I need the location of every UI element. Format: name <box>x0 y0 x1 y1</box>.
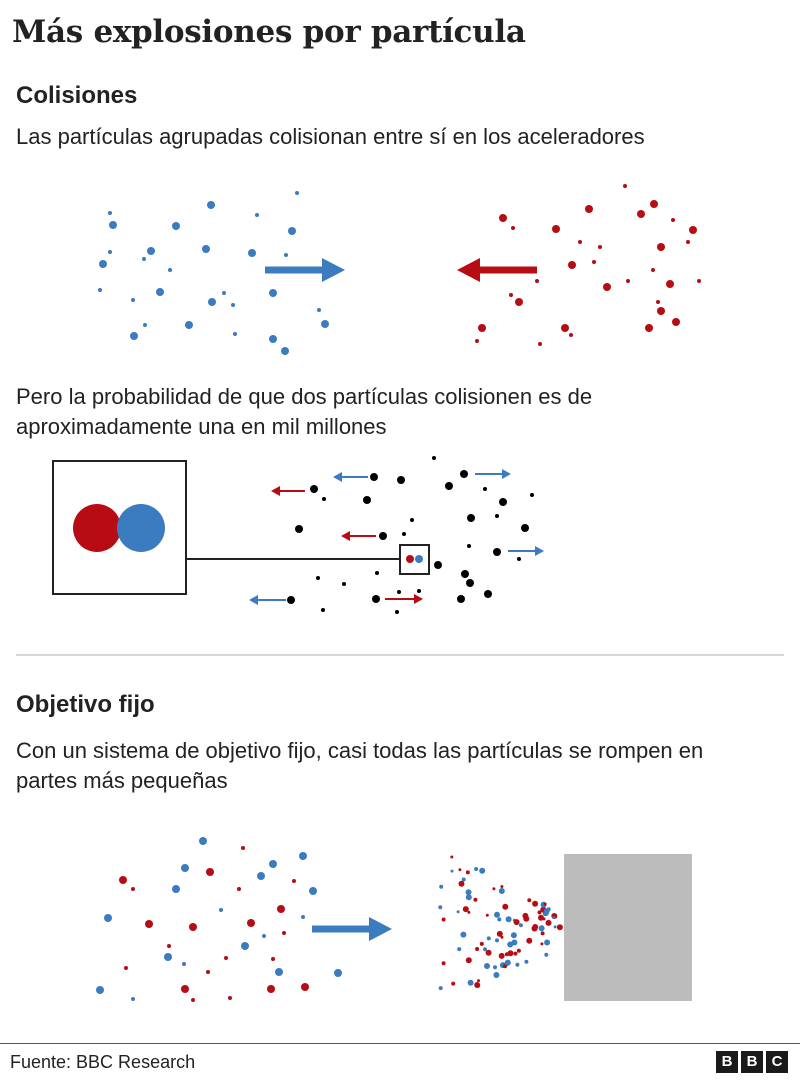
particle-dot <box>301 915 305 919</box>
particle-dot <box>523 916 529 922</box>
particle-dot <box>475 947 479 951</box>
particle-dot <box>397 476 405 484</box>
particle-dot <box>262 934 266 938</box>
particle-dot <box>515 298 523 306</box>
particle-dot <box>119 876 127 884</box>
particle-dot <box>241 846 245 850</box>
particle-dot <box>181 864 189 872</box>
particle-dot <box>284 253 288 257</box>
particle-dot <box>207 201 215 209</box>
collisions-description: Las partículas agrupadas colisionan entre sí en los aceleradores <box>16 124 645 149</box>
particle-dot <box>131 997 135 1001</box>
particle-dot <box>442 918 446 922</box>
particle-dot <box>467 911 470 914</box>
particle-dot <box>370 473 378 481</box>
particle-dot <box>543 917 546 920</box>
particle-dot <box>484 590 492 598</box>
blue-particle-zoomed <box>117 504 165 552</box>
particle-dot <box>104 914 112 922</box>
particle-dot <box>514 919 520 925</box>
particle-dot <box>222 291 226 295</box>
particle-dot <box>585 205 593 213</box>
particle-dot <box>475 339 479 343</box>
particle-dot <box>372 595 380 603</box>
particle-dot <box>544 903 547 906</box>
particle-dot <box>467 544 471 548</box>
particle-dot <box>466 579 474 587</box>
particle-dot <box>603 283 611 291</box>
particle-dot <box>511 226 515 230</box>
particle-dot <box>442 961 446 965</box>
particle-dot <box>450 856 453 859</box>
direction-arrows <box>249 469 544 605</box>
particle-dot <box>309 887 317 895</box>
red-particle-bunch <box>475 184 701 346</box>
particle-dot <box>287 596 295 604</box>
particle-dot <box>269 335 277 343</box>
particle-dot <box>552 916 555 919</box>
particle-dot <box>499 953 505 959</box>
particle-dot <box>552 225 560 233</box>
small-left-arrow-icon <box>341 531 376 541</box>
particle-dot <box>592 260 596 264</box>
particle-dot <box>517 557 521 561</box>
particle-dot <box>395 610 399 614</box>
particle-dot <box>96 986 104 994</box>
particle-dot <box>527 898 531 902</box>
logo-letter: B <box>716 1051 738 1073</box>
particle-dot <box>486 950 492 956</box>
particle-dot <box>397 590 401 594</box>
particle-dot <box>432 456 436 460</box>
particle-dot <box>342 582 346 586</box>
particle-dot <box>657 243 665 251</box>
section-heading-fixed-target: Objetivo fijo <box>16 691 155 718</box>
particle-dot <box>666 280 674 288</box>
particle-dot <box>185 321 193 329</box>
particle-dot <box>500 885 503 888</box>
particle-dot <box>322 497 326 501</box>
particle-dot <box>517 949 521 953</box>
particle-dot <box>288 227 296 235</box>
particle-dot <box>538 342 542 346</box>
particle-dot <box>281 347 289 355</box>
particle-dot <box>108 250 112 254</box>
particle-dot <box>310 485 318 493</box>
red-particle-zoomed <box>73 504 121 552</box>
particle-dot <box>438 905 442 909</box>
particle-dot <box>206 868 214 876</box>
particle-dot <box>686 240 690 244</box>
particle-dot <box>494 912 500 918</box>
particle-dot <box>514 952 518 956</box>
particle-dot <box>499 214 507 222</box>
particle-dot <box>445 482 453 490</box>
small-left-arrow-icon <box>249 595 286 605</box>
particle-dot <box>484 963 490 969</box>
particle-dot <box>526 938 532 944</box>
particle-dot <box>410 518 414 522</box>
particle-dot <box>483 947 487 951</box>
colliding-bunches-diagram <box>0 180 800 365</box>
particle-dot <box>316 576 320 580</box>
particle-dot <box>375 571 379 575</box>
particle-dot <box>486 914 489 917</box>
particle-dot <box>402 532 406 536</box>
particle-dot <box>156 288 164 296</box>
particle-dot <box>233 332 237 336</box>
particle-dot <box>656 300 660 304</box>
particle-dot <box>461 570 469 578</box>
particle-dot <box>108 211 112 215</box>
particle-dot <box>267 985 275 993</box>
particle-dot <box>172 885 180 893</box>
particle-dot <box>295 525 303 533</box>
particle-dot <box>299 852 307 860</box>
particle-dot <box>191 998 195 1002</box>
particle-dot <box>483 487 487 491</box>
particle-dot <box>462 878 466 882</box>
particle-dot <box>495 938 499 942</box>
particle-dot <box>557 924 563 930</box>
particle-dot <box>460 470 468 478</box>
particle-dot <box>241 942 249 950</box>
particle-dot <box>474 867 478 871</box>
particle-dot <box>181 985 189 993</box>
particle-dot <box>466 870 470 874</box>
mixed-particles <box>287 456 534 614</box>
particle-dot <box>269 860 277 868</box>
particle-dot <box>511 932 517 938</box>
particle-dot <box>458 868 461 871</box>
collision-probability-diagram <box>0 450 800 630</box>
particle-dot <box>540 942 543 945</box>
particle-dot <box>406 555 414 563</box>
particle-dot <box>532 926 538 932</box>
logo-letter: B <box>741 1051 763 1073</box>
particle-dot <box>480 942 484 946</box>
particle-dot <box>417 589 421 593</box>
left-arrow-icon <box>457 258 537 282</box>
particle-dot <box>493 972 499 978</box>
particle-dot <box>295 191 299 195</box>
particle-dot <box>460 932 466 938</box>
particle-dot <box>645 324 653 332</box>
particle-dot <box>544 953 548 957</box>
small-right-arrow-icon <box>385 594 423 604</box>
particle-dot <box>532 901 538 907</box>
particle-dot <box>131 298 135 302</box>
particle-dot <box>269 289 277 297</box>
particle-dot <box>493 548 501 556</box>
particle-dot <box>501 936 504 939</box>
particle-dot <box>671 218 675 222</box>
fixed-target-diagram <box>0 825 800 1015</box>
particle-dot <box>415 555 423 563</box>
particle-dot <box>457 947 461 951</box>
particle-dot <box>109 221 117 229</box>
particle-dot <box>182 962 186 966</box>
particle-dot <box>466 889 472 895</box>
particle-dot <box>439 986 443 990</box>
particle-dot <box>199 837 207 845</box>
fixed-target <box>564 854 692 1001</box>
particle-dot <box>202 245 210 253</box>
particle-dot <box>131 887 135 891</box>
particle-dot <box>637 210 645 218</box>
logo-letter: C <box>766 1051 788 1073</box>
right-arrow-icon <box>265 258 345 282</box>
particle-dot <box>535 279 539 283</box>
particle-dot <box>544 908 550 914</box>
particle-dot <box>598 245 602 249</box>
particle-dot <box>292 879 296 883</box>
particle-dot <box>247 919 255 927</box>
particle-dot <box>439 885 443 889</box>
particle-dot <box>541 931 545 935</box>
particle-dot <box>451 870 454 873</box>
particle-dot <box>505 960 511 966</box>
particle-dot <box>147 247 155 255</box>
particle-dot <box>130 332 138 340</box>
particle-dot <box>271 957 275 961</box>
particle-dot <box>506 916 512 922</box>
particle-dot <box>515 963 519 967</box>
particle-dot <box>578 240 582 244</box>
particle-dot <box>623 184 627 188</box>
particle-dot <box>492 887 495 890</box>
particle-dot <box>145 920 153 928</box>
particle-dot <box>189 923 197 931</box>
particle-dot <box>124 966 128 970</box>
particle-dot <box>539 925 545 931</box>
particle-dot <box>499 888 505 894</box>
particle-dot <box>511 940 517 946</box>
particle-dot <box>457 595 465 603</box>
small-left-arrow-icon <box>271 486 305 496</box>
particle-dot <box>651 268 655 272</box>
particle-dot <box>237 887 241 891</box>
particle-dot <box>434 561 442 569</box>
particle-dot <box>546 920 552 926</box>
particle-dot <box>568 261 576 269</box>
particle-dot <box>277 905 285 913</box>
particle-dot <box>468 980 474 986</box>
particle-dot <box>463 906 469 912</box>
particle-dot <box>459 881 465 887</box>
mixed-particle-bunch <box>96 837 342 1002</box>
particle-dot <box>509 293 513 297</box>
particle-dot <box>524 960 528 964</box>
particle-dot <box>257 872 265 880</box>
particle-dot <box>379 532 387 540</box>
fixed-target-description: Con un sistema de objetivo fijo, casi todas las partículas se rompen en partes más pequeñas <box>16 738 704 793</box>
particle-dot <box>502 904 508 910</box>
collision-highlight-box <box>400 545 429 574</box>
particle-dot <box>255 213 259 217</box>
page-title: Más explosiones por partícula <box>12 14 526 50</box>
particle-dot <box>554 925 557 928</box>
particle-dot <box>508 950 514 956</box>
particle-dot <box>321 608 325 612</box>
particle-dot <box>282 931 286 935</box>
particle-dot <box>208 298 216 306</box>
particle-dot <box>167 944 171 948</box>
particle-dot <box>569 333 573 337</box>
particle-dot <box>301 983 309 991</box>
particle-dot <box>99 260 107 268</box>
particle-dot <box>519 923 523 927</box>
particle-dot <box>457 910 460 913</box>
particle-dot <box>493 965 497 969</box>
particle-dot <box>466 957 472 963</box>
particle-dot <box>275 968 283 976</box>
particle-dot <box>689 226 697 234</box>
particle-dot <box>478 324 486 332</box>
particle-dot <box>697 279 701 283</box>
particle-dot <box>168 268 172 272</box>
particle-dot <box>479 868 485 874</box>
particle-dot <box>206 970 210 974</box>
particle-dot <box>224 956 228 960</box>
bbc-logo <box>716 1051 788 1073</box>
particle-dot <box>497 917 501 921</box>
probability-description: Pero la probabilidad de que dos partículas colisionen es de aproximadamente una en mil millones <box>16 384 593 439</box>
section-divider <box>16 654 784 656</box>
particle-dot <box>650 200 658 208</box>
particle-dot <box>228 996 232 1000</box>
particle-dot <box>334 969 342 977</box>
particle-dot <box>231 303 235 307</box>
zoom-box <box>53 461 186 594</box>
particle-dot <box>561 324 569 332</box>
particle-dot <box>98 288 102 292</box>
particle-dot <box>487 936 491 940</box>
particle-dot <box>544 940 550 946</box>
footer-rule <box>0 1043 800 1044</box>
particle-dot <box>317 308 321 312</box>
section-heading-collisions: Colisiones <box>16 82 138 109</box>
particle-dot <box>521 524 529 532</box>
particle-dot <box>143 323 147 327</box>
particle-fragments <box>438 856 563 991</box>
particle-dot <box>626 279 630 283</box>
small-left-arrow-icon <box>333 472 368 482</box>
particle-dot <box>672 318 680 326</box>
particle-dot <box>321 320 329 328</box>
particle-dot <box>477 979 480 982</box>
particle-dot <box>451 982 455 986</box>
particle-dot <box>219 908 223 912</box>
source-text: Fuente: BBC Research <box>10 1052 196 1072</box>
particle-dot <box>657 307 665 315</box>
right-arrow-icon <box>312 917 392 941</box>
particle-dot <box>164 953 172 961</box>
particle-dot <box>495 514 499 518</box>
small-right-arrow-icon <box>508 546 544 556</box>
particle-dot <box>499 498 507 506</box>
particle-dot <box>530 493 534 497</box>
particle-dot <box>467 514 475 522</box>
particle-dot <box>142 257 146 261</box>
particle-dot <box>248 249 256 257</box>
small-right-arrow-icon <box>475 469 511 479</box>
particle-dot <box>538 910 542 914</box>
particle-dot <box>172 222 180 230</box>
particle-dot <box>473 898 477 902</box>
particle-dot <box>474 982 480 988</box>
particle-dot <box>363 496 371 504</box>
